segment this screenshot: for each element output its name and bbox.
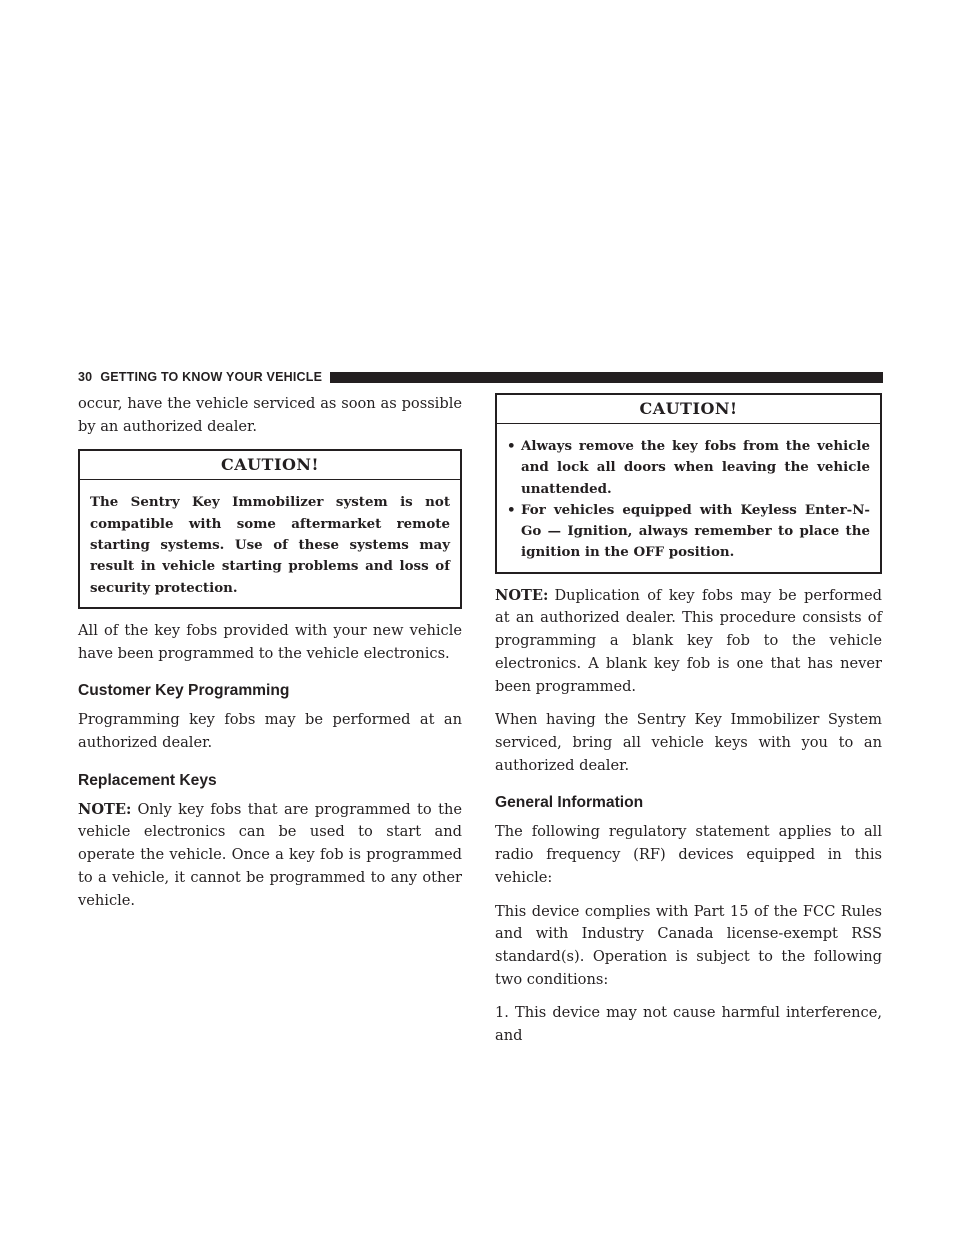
caution-list-item: • For vehicles equipped with Keyless Enter-N-Go — Ignition, always remember to place the ignition in the OFF position. [507, 501, 870, 561]
customer-paragraph: Programming key fobs may be performed at an authorized dealer. [78, 711, 462, 751]
caution-list-body [497, 424, 880, 572]
regulatory-paragraph: The following regulatory statement applies to all radio frequency (RF) devices equipped in this vehicle: [495, 823, 882, 886]
condition-1-paragraph: 1. This device may not cause harmful interference, and [495, 1004, 882, 1045]
caution-list [507, 436, 870, 564]
left-column [78, 393, 462, 923]
caution-list-item: • Always remove the key fobs from the vehicle and lock all doors when leaving the vehicle unattended. [507, 438, 870, 497]
caution-box-immobilizer [78, 449, 462, 608]
heading-replacement-keys: Replacement Keys [78, 771, 217, 789]
header-rule [330, 372, 883, 383]
intro-paragraph: occur, have the vehicle serviced as soon as possible by an authorized dealer. [78, 395, 462, 435]
note-text: Duplication of key fobs may be performed at an authorized dealer. This procedure consists of programming a blank key fob to the vehicle electronics. A blank key fob is one that has never been programmed. [495, 586, 882, 695]
bullet-icon: • [507, 438, 516, 454]
bullet-icon: • [507, 501, 516, 518]
replacement-note [78, 799, 462, 913]
caution-box-key-fobs [495, 393, 882, 574]
fcc-paragraph: This device complies with Part 15 of the FCC Rules and with Industry Canada license-exempt RSS standard(s). Operation is subject to the following two conditions: [495, 902, 882, 988]
caution-title: CAUTION! [80, 451, 460, 480]
service-paragraph: When having the Sentry Key Immobilizer System serviced, bring all vehicle keys with you to an authorized dealer. [495, 711, 882, 774]
page-number: 30 [78, 370, 93, 384]
caution-title: CAUTION! [497, 395, 880, 424]
note-label: NOTE: [78, 800, 132, 818]
note-text: Only key fobs that are programmed to the vehicle electronics can be used to start and operate the vehicle. Once a key fob is programmed to a vehicle, it cannot be programmed to any other vehicle. [78, 800, 462, 909]
note-label: NOTE: [495, 586, 549, 604]
heading-customer-key-programming: Customer Key Programming [78, 682, 290, 700]
duplication-note [495, 585, 882, 699]
page-header [78, 369, 883, 385]
caution-text: The Sentry Key Immobilizer system is not compatible with some aftermarket remote starting systems. Use of these systems may result in vehicle starting problems and loss of security protection. [90, 494, 450, 596]
heading-general-information: General Information [495, 794, 644, 812]
programmed-paragraph: All of the key fobs provided with your new vehicle have been programmed to the vehicle electronics. [78, 621, 462, 662]
right-column [495, 393, 882, 1059]
section-title: GETTING TO KNOW YOUR VEHICLE [100, 370, 323, 384]
